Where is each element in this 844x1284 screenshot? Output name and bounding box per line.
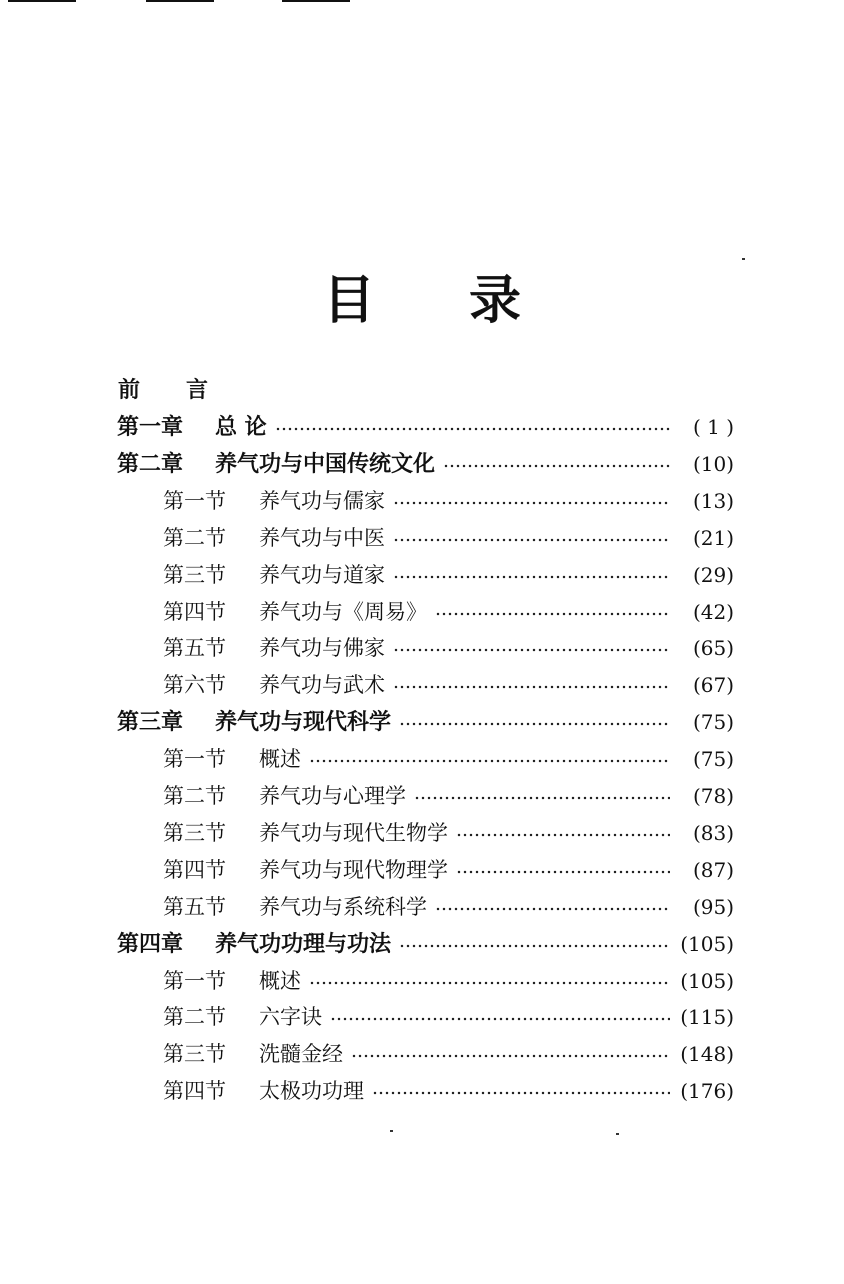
entry-label: 第二节 bbox=[163, 525, 226, 550]
chapter-entry bbox=[117, 926, 734, 962]
entry-label: 第三节 bbox=[163, 562, 226, 587]
entry-page-number: (29) bbox=[692, 562, 734, 587]
entry-label: 第二章 bbox=[117, 450, 184, 477]
entry-label: 第一节 bbox=[163, 488, 226, 513]
entry-title: 养气功与现代科学 bbox=[215, 709, 392, 736]
dot-leader bbox=[330, 1017, 670, 1021]
entry-title: 养气功与《周易》 bbox=[259, 599, 427, 624]
entry-page-number: (10) bbox=[692, 451, 734, 476]
dot-leader bbox=[275, 427, 670, 431]
entry-page-number: (115) bbox=[680, 1005, 734, 1030]
section-entry bbox=[163, 667, 734, 703]
entry-label: 第五节 bbox=[163, 894, 226, 919]
entry-title: 概述 bbox=[259, 747, 301, 772]
entry-title: 养气功与武术 bbox=[259, 673, 385, 698]
entry-title: 养气功与佛家 bbox=[259, 636, 385, 661]
entry-page-number: (75) bbox=[692, 710, 734, 735]
entry-label: 第一节 bbox=[163, 968, 226, 993]
chapter-entry bbox=[117, 704, 734, 740]
dot-leader bbox=[372, 1091, 670, 1095]
entry-label: 第二节 bbox=[163, 784, 226, 808]
entry-page-number: (65) bbox=[692, 636, 734, 661]
dot-leader bbox=[399, 722, 670, 726]
section-entry bbox=[163, 630, 734, 666]
entry-label: 第六节 bbox=[163, 673, 226, 698]
preface-entry bbox=[118, 372, 254, 408]
entry-title: 总 论 bbox=[215, 414, 267, 440]
entry-page-number: (105) bbox=[680, 931, 734, 956]
entry-title: 养气功功理与功法 bbox=[215, 930, 392, 957]
entry-label: 第三节 bbox=[163, 820, 226, 845]
entry-label: 第五节 bbox=[163, 636, 226, 661]
entry-title: 概述 bbox=[259, 968, 301, 993]
dot-leader bbox=[414, 796, 670, 800]
section-entry bbox=[163, 999, 734, 1035]
entry-label: 第四节 bbox=[163, 1079, 226, 1104]
entry-title: 养气功与中医 bbox=[259, 525, 385, 550]
section-entry bbox=[163, 741, 734, 777]
entry-title: 养气功与中国传统文化 bbox=[215, 450, 436, 477]
section-entry bbox=[163, 852, 734, 888]
section-entry bbox=[163, 889, 734, 925]
entry-label: 第三章 bbox=[117, 709, 184, 736]
entry-label: 第一节 bbox=[163, 747, 226, 772]
entry-title: 养气功与道家 bbox=[259, 562, 385, 587]
entry-page-number: (21) bbox=[692, 525, 734, 550]
entry-title: 养气功与系统科学 bbox=[259, 894, 427, 919]
dot-leader bbox=[456, 870, 670, 874]
entry-title: 养气功与儒家 bbox=[259, 488, 385, 513]
entry-title: 养气功与现代生物学 bbox=[259, 820, 448, 845]
dot-leader bbox=[393, 685, 670, 689]
dot-leader bbox=[393, 538, 670, 542]
entry-label: 第四节 bbox=[163, 599, 226, 624]
section-entry bbox=[163, 815, 734, 851]
top-rule-1 bbox=[8, 0, 76, 2]
entry-page-number: (78) bbox=[692, 784, 734, 808]
entry-page-number: (42) bbox=[692, 599, 734, 624]
section-entry bbox=[163, 557, 734, 593]
entry-label: 第四节 bbox=[163, 857, 226, 882]
section-entry bbox=[163, 778, 734, 814]
dot-leader bbox=[435, 612, 670, 616]
dot-leader bbox=[456, 833, 670, 837]
entry-label: 第一章 bbox=[117, 414, 184, 440]
entry-title: 养气功与现代物理学 bbox=[259, 857, 448, 882]
entry-page-number: (148) bbox=[680, 1042, 734, 1067]
section-entry bbox=[163, 963, 734, 999]
dot-leader bbox=[393, 648, 670, 652]
dot-leader bbox=[393, 575, 670, 579]
entry-page-number: (105) bbox=[680, 968, 734, 993]
entry-title: 六字诀 bbox=[259, 1005, 322, 1030]
entry-page-number: (75) bbox=[692, 747, 734, 772]
entry-page-number: (176) bbox=[680, 1079, 734, 1104]
entry-label: 第三节 bbox=[163, 1042, 226, 1067]
entry-title: 养气功与心理学 bbox=[259, 784, 406, 808]
dot-leader bbox=[309, 981, 670, 985]
section-entry bbox=[163, 1073, 734, 1109]
preface-label: 前言 bbox=[118, 377, 255, 403]
entry-page-number: ( 1 ) bbox=[692, 415, 734, 439]
section-entry bbox=[163, 594, 734, 630]
dot-leader bbox=[443, 464, 670, 468]
entry-page-number: (87) bbox=[692, 857, 734, 882]
speck-mark bbox=[616, 1133, 619, 1135]
section-entry bbox=[163, 1036, 734, 1072]
entry-page-number: (83) bbox=[692, 820, 734, 845]
dot-leader bbox=[393, 501, 670, 505]
chapter-entry bbox=[117, 446, 734, 482]
entry-title: 太极功功理 bbox=[259, 1079, 364, 1104]
dot-leader bbox=[351, 1054, 670, 1058]
entry-title: 洗髓金经 bbox=[259, 1042, 343, 1067]
top-rule-2 bbox=[146, 0, 214, 2]
top-rule-3 bbox=[282, 0, 350, 2]
chapter-entry bbox=[117, 409, 734, 445]
entry-label: 第二节 bbox=[163, 1005, 226, 1030]
dot-leader bbox=[309, 759, 670, 763]
entry-page-number: (67) bbox=[692, 673, 734, 698]
section-entry bbox=[163, 520, 734, 556]
entry-page-number: (13) bbox=[692, 488, 734, 513]
entry-page-number: (95) bbox=[692, 894, 734, 919]
page-title: 目 录 bbox=[322, 270, 560, 331]
dot-leader bbox=[435, 907, 670, 911]
speck-mark bbox=[390, 1130, 393, 1132]
section-entry bbox=[163, 483, 734, 519]
dot-leader bbox=[399, 944, 670, 948]
entry-label: 第四章 bbox=[117, 930, 184, 957]
